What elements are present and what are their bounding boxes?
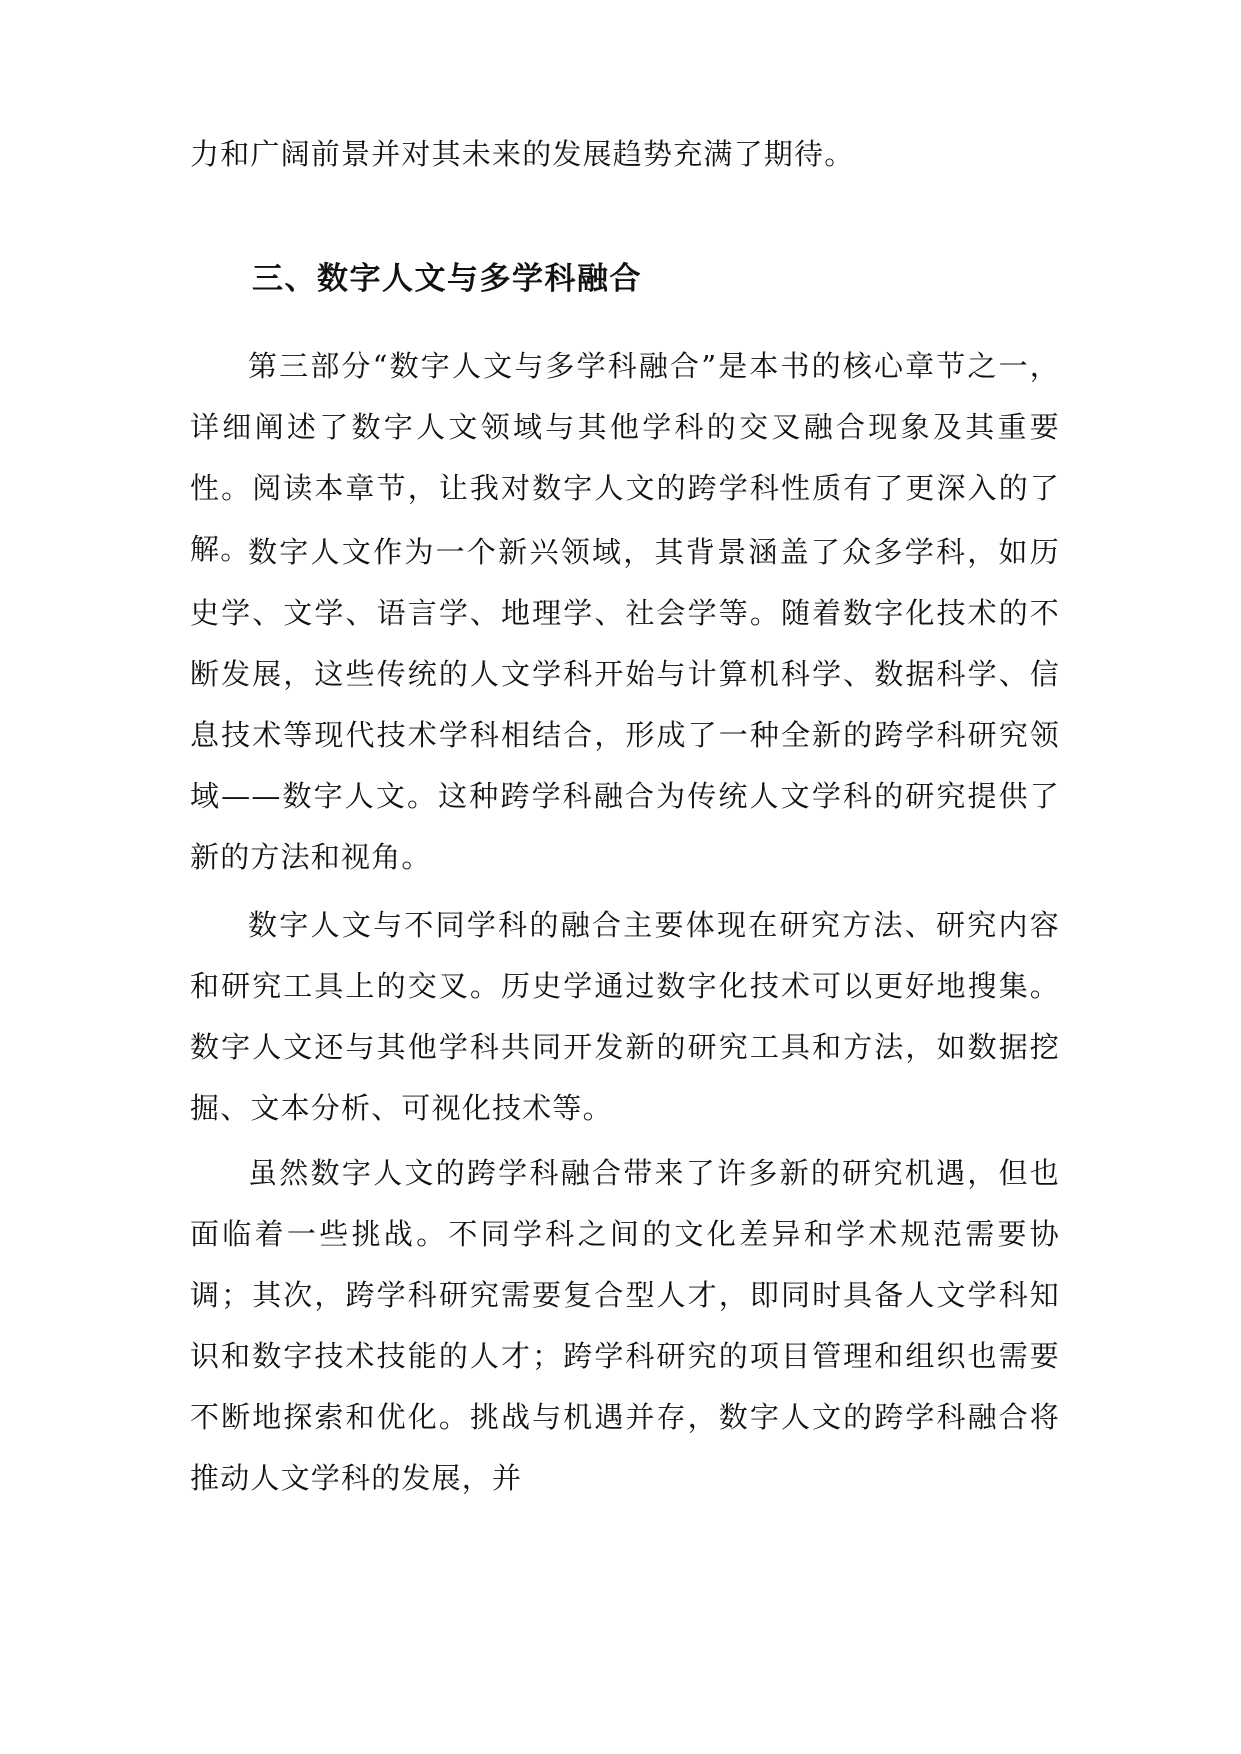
paragraph-2: 数字人文作为一个新兴领域，其背景涵盖了众多学科，如历史学、文学、语言学、地理学、社会学等。随着数字化技术的不断发展，这些传统的人文学科开始与计算机科学、数据科学、信息技术等现代技术学科相结合，形成了一种全新的跨学科研究领域——数字人文。这种跨学科融合为传统人文学科的研究提供了新的方法和视角。	[190, 535, 1060, 874]
paragraph-4: 虽然数字人文的跨学科融合带来了许多新的研究机遇，但也面临着一些挑战。不同学科之间的文化差异和学术规范需要协调；其次，跨学科研究需要复合型人才，即同时具备人文学科知识和数字技术技能的人才；跨学科研究的项目管理和组织也需要不断地探索和优化。挑战与机遇并存，数字人文的跨学科融合将推动人文学科的发展，并	[190, 1156, 1060, 1495]
paragraph-3: 数字人文与不同学科的融合主要体现在研究方法、研究内容和研究工具上的交叉。历史学通过数字化技术可以更好地搜集。数字人文还与其他学科共同开发新的研究工具和方法，如数据挖掘、文本分析、可视化技术等。	[190, 908, 1060, 1125]
continuation-paragraph: 力和广阔前景并对其未来的发展趋势充满了期待。	[190, 137, 855, 171]
section-heading: 三、数字人文与多学科融合	[252, 261, 642, 297]
paragraph-1: 第三部分“数字人文与多学科融合”是本书的核心章节之一，详细阐述了数字人文领域与其他学科的交叉融合现象及其重要性。阅读本章节，让我对数字人文的跨学科性质有了更深入的了解。	[190, 349, 1060, 566]
